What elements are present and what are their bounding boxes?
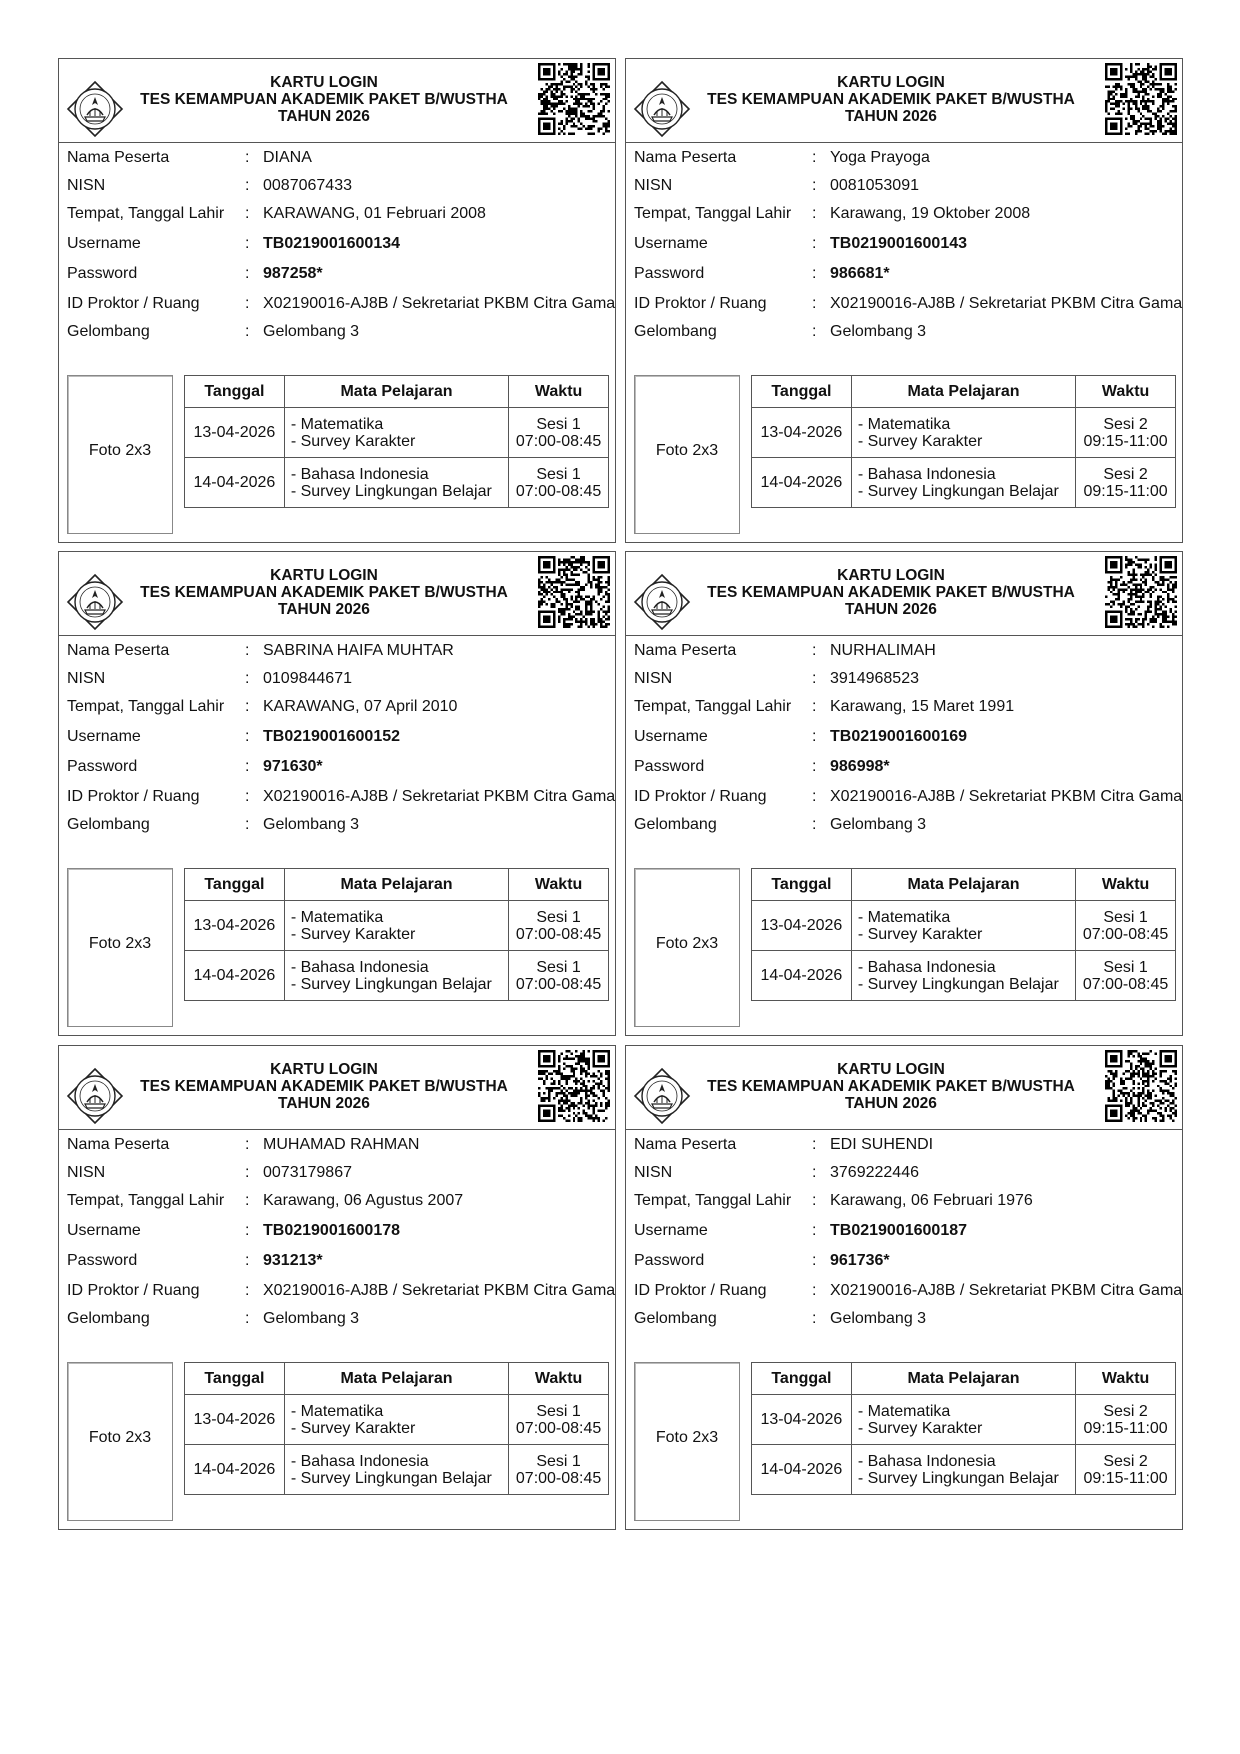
value-ttl: Karawang, 15 Maret 1991 — [830, 698, 1015, 715]
card-title — [696, 567, 1086, 618]
label-username: Username — [634, 728, 708, 745]
row-username: Username : TB0219001600178 — [67, 1216, 615, 1246]
schedule-date: 13-04-2026 — [185, 408, 285, 458]
exam-schedule-table — [184, 375, 609, 508]
col-waktu: Waktu — [1076, 376, 1176, 408]
label-password: Password — [67, 265, 138, 282]
row-password: Password : 987258* — [67, 259, 615, 289]
value-gelombang: Gelombang 3 — [830, 816, 927, 833]
photo-label: Foto 2x3 — [88, 1429, 152, 1446]
schedule-time: Sesi 2 09:15-11:00 — [1076, 408, 1176, 458]
label-nisn: NISN — [67, 670, 106, 687]
card-title — [129, 1061, 519, 1112]
login-card-3 — [58, 551, 616, 1036]
schedule-date: 13-04-2026 — [752, 901, 852, 951]
schedule-date: 14-04-2026 — [185, 1445, 285, 1495]
label-password: Password — [67, 758, 138, 775]
schedule-row — [752, 1445, 1176, 1495]
value-nisn: 0087067433 — [263, 177, 352, 194]
col-tanggal: Tanggal — [752, 869, 852, 901]
title-line-2: TES KEMAMPUAN AKADEMIK PAKET B/WUSTHA — [140, 584, 508, 601]
title-line-3: TAHUN 2026 — [278, 108, 370, 125]
value-username: TB0219001600187 — [830, 1222, 968, 1239]
value-nisn: 0109844671 — [263, 670, 352, 687]
photo-label: Foto 2x3 — [655, 442, 719, 459]
label-ttl: Tempat, Tanggal Lahir — [67, 205, 225, 222]
label-gelombang: Gelombang — [634, 816, 717, 833]
title-line-1: KARTU LOGIN — [270, 1061, 378, 1078]
row-password: Password : 986998* — [634, 752, 1182, 782]
schedule-time: Sesi 1 07:00-08:45 — [509, 901, 609, 951]
login-card-6 — [625, 1045, 1183, 1530]
row-password: Password : 971630* — [67, 752, 615, 782]
card-header — [626, 1046, 1182, 1130]
row-nisn: NISN : 0073179867 — [67, 1158, 615, 1188]
row-gelombang: Gelombang : Gelombang 3 — [634, 1304, 1182, 1334]
label-password: Password — [67, 1252, 138, 1269]
value-username: TB0219001600178 — [263, 1222, 401, 1239]
photo-label: Foto 2x3 — [655, 935, 719, 952]
photo-placeholder — [67, 375, 173, 534]
row-proktor: ID Proktor / Ruang : X02190016-AJ8B / Sekretariat PKBM Citra Gama — [67, 289, 615, 319]
photo-label: Foto 2x3 — [655, 1429, 719, 1446]
photo-placeholder — [634, 375, 740, 534]
label-gelombang: Gelombang — [67, 1310, 150, 1327]
value-ttl: KARAWANG, 07 April 2010 — [263, 698, 458, 715]
qr-code-icon — [538, 555, 610, 629]
value-username: TB0219001600152 — [263, 728, 401, 745]
qr-code-icon — [1105, 555, 1177, 629]
login-card-2 — [625, 58, 1183, 543]
schedule-date: 14-04-2026 — [752, 458, 852, 508]
row-nama: Nama Peserta : NURHALIMAH — [634, 636, 1182, 666]
row-ttl: Tempat, Tanggal Lahir : Karawang, 19 Oktober 2008 — [634, 199, 1182, 229]
row-nama: Nama Peserta : MUHAMAD RAHMAN — [67, 1130, 615, 1160]
card-title — [129, 567, 519, 618]
row-username: Username : TB0219001600134 — [67, 229, 615, 259]
col-waktu: Waktu — [1076, 1363, 1176, 1395]
schedule-header-row — [752, 869, 1176, 901]
value-gelombang: Gelombang 3 — [263, 323, 360, 340]
label-password: Password — [634, 758, 705, 775]
schedule-date: 13-04-2026 — [752, 1395, 852, 1445]
row-nama: Nama Peserta : Yoga Prayoga — [634, 143, 1182, 173]
label-ttl: Tempat, Tanggal Lahir — [634, 698, 792, 715]
col-waktu: Waktu — [509, 376, 609, 408]
title-line-3: TAHUN 2026 — [845, 1095, 937, 1112]
schedule-row — [185, 951, 609, 1001]
schedule-row — [185, 458, 609, 508]
schedule-time: Sesi 1 07:00-08:45 — [509, 951, 609, 1001]
col-mata-pelajaran: Mata Pelajaran — [851, 1363, 1075, 1395]
schedule-row — [752, 408, 1176, 458]
row-gelombang: Gelombang : Gelombang 3 — [67, 810, 615, 840]
col-mata-pelajaran: Mata Pelajaran — [284, 869, 508, 901]
label-nama: Nama Peserta — [634, 1136, 737, 1153]
label-username: Username — [67, 728, 141, 745]
label-gelombang: Gelombang — [67, 323, 150, 340]
row-nisn: NISN : 0109844671 — [67, 664, 615, 694]
title-line-3: TAHUN 2026 — [845, 601, 937, 618]
title-line-1: KARTU LOGIN — [837, 74, 945, 91]
schedule-subject: - Bahasa Indonesia - Survey Lingkungan Belajar — [284, 951, 508, 1001]
row-username: Username : TB0219001600143 — [634, 229, 1182, 259]
col-mata-pelajaran: Mata Pelajaran — [284, 1363, 508, 1395]
schedule-time: Sesi 1 07:00-08:45 — [1076, 951, 1176, 1001]
value-nama: DIANA — [263, 149, 312, 166]
value-gelombang: Gelombang 3 — [263, 816, 360, 833]
exam-schedule-table — [751, 375, 1176, 508]
col-tanggal: Tanggal — [185, 1363, 285, 1395]
value-username: TB0219001600143 — [830, 235, 968, 252]
value-nama: Yoga Prayoga — [830, 149, 930, 166]
value-password: 986681* — [830, 265, 890, 282]
row-password: Password : 931213* — [67, 1246, 615, 1276]
row-ttl: Tempat, Tanggal Lahir : KARAWANG, 01 Februari 2008 — [67, 199, 615, 229]
row-username: Username : TB0219001600187 — [634, 1216, 1182, 1246]
schedule-date: 13-04-2026 — [185, 901, 285, 951]
label-username: Username — [634, 1222, 708, 1239]
value-nama: EDI SUHENDI — [830, 1136, 934, 1153]
schedule-subject: - Matematika - Survey Karakter — [851, 408, 1075, 458]
card-header — [626, 552, 1182, 636]
value-proktor: X02190016-AJ8B / Sekretariat PKBM Citra Gama — [830, 1282, 1183, 1299]
label-nama: Nama Peserta — [67, 149, 170, 166]
photo-placeholder — [67, 1362, 173, 1521]
tut-wuri-handayani-logo-icon — [65, 1066, 125, 1126]
tut-wuri-handayani-logo-icon — [632, 79, 692, 139]
qr-code-icon — [1105, 62, 1177, 136]
label-nisn: NISN — [67, 177, 106, 194]
label-nisn: NISN — [634, 177, 673, 194]
value-username: TB0219001600169 — [830, 728, 968, 745]
value-password: 961736* — [830, 1252, 890, 1269]
label-nama: Nama Peserta — [67, 642, 170, 659]
value-gelombang: Gelombang 3 — [830, 323, 927, 340]
schedule-subject: - Matematika - Survey Karakter — [284, 408, 508, 458]
col-mata-pelajaran: Mata Pelajaran — [284, 376, 508, 408]
row-ttl: Tempat, Tanggal Lahir : Karawang, 06 Februari 1976 — [634, 1186, 1182, 1216]
label-proktor: ID Proktor / Ruang — [634, 1282, 767, 1299]
col-waktu: Waktu — [1076, 869, 1176, 901]
label-proktor: ID Proktor / Ruang — [634, 295, 767, 312]
schedule-subject: - Bahasa Indonesia - Survey Lingkungan Belajar — [851, 458, 1075, 508]
title-line-2: TES KEMAMPUAN AKADEMIK PAKET B/WUSTHA — [140, 1078, 508, 1095]
schedule-row — [185, 1395, 609, 1445]
title-line-1: KARTU LOGIN — [837, 567, 945, 584]
value-ttl: KARAWANG, 01 Februari 2008 — [263, 205, 486, 222]
card-header — [59, 552, 615, 636]
row-nisn: NISN : 0081053091 — [634, 171, 1182, 201]
row-nisn: NISN : 0087067433 — [67, 171, 615, 201]
col-tanggal: Tanggal — [752, 1363, 852, 1395]
row-proktor: ID Proktor / Ruang : X02190016-AJ8B / Sekretariat PKBM Citra Gama — [634, 782, 1182, 812]
schedule-row — [752, 1395, 1176, 1445]
value-gelombang: Gelombang 3 — [830, 1310, 927, 1327]
label-username: Username — [67, 235, 141, 252]
col-waktu: Waktu — [509, 1363, 609, 1395]
value-password: 971630* — [263, 758, 323, 775]
schedule-subject: - Bahasa Indonesia - Survey Lingkungan Belajar — [851, 951, 1075, 1001]
login-card-4 — [625, 551, 1183, 1036]
schedule-header-row — [752, 1363, 1176, 1395]
value-password: 986998* — [830, 758, 890, 775]
schedule-row — [752, 951, 1176, 1001]
photo-label: Foto 2x3 — [88, 935, 152, 952]
card-title — [696, 1061, 1086, 1112]
schedule-date: 13-04-2026 — [752, 408, 852, 458]
row-gelombang: Gelombang : Gelombang 3 — [67, 317, 615, 347]
label-ttl: Tempat, Tanggal Lahir — [67, 698, 225, 715]
schedule-time: Sesi 1 07:00-08:45 — [509, 1445, 609, 1495]
tut-wuri-handayani-logo-icon — [632, 1066, 692, 1126]
schedule-header-row — [752, 376, 1176, 408]
row-password: Password : 986681* — [634, 259, 1182, 289]
label-nama: Nama Peserta — [67, 1136, 170, 1153]
value-proktor: X02190016-AJ8B / Sekretariat PKBM Citra Gama — [263, 1282, 616, 1299]
exam-schedule-table — [751, 868, 1176, 1001]
title-line-1: KARTU LOGIN — [837, 1061, 945, 1078]
schedule-date: 14-04-2026 — [185, 951, 285, 1001]
tut-wuri-handayani-logo-icon — [632, 572, 692, 632]
col-tanggal: Tanggal — [185, 869, 285, 901]
qr-code-icon — [538, 1049, 610, 1123]
row-ttl: Tempat, Tanggal Lahir : Karawang, 06 Agustus 2007 — [67, 1186, 615, 1216]
row-ttl: Tempat, Tanggal Lahir : Karawang, 15 Maret 1991 — [634, 692, 1182, 722]
title-line-3: TAHUN 2026 — [278, 1095, 370, 1112]
schedule-header-row — [185, 869, 609, 901]
label-proktor: ID Proktor / Ruang — [67, 1282, 200, 1299]
title-line-1: KARTU LOGIN — [270, 74, 378, 91]
schedule-subject: - Matematika - Survey Karakter — [851, 1395, 1075, 1445]
label-ttl: Tempat, Tanggal Lahir — [634, 205, 792, 222]
col-tanggal: Tanggal — [752, 376, 852, 408]
col-mata-pelajaran: Mata Pelajaran — [851, 376, 1075, 408]
value-password: 931213* — [263, 1252, 323, 1269]
label-gelombang: Gelombang — [67, 816, 150, 833]
label-gelombang: Gelombang — [634, 323, 717, 340]
tut-wuri-handayani-logo-icon — [65, 572, 125, 632]
col-mata-pelajaran: Mata Pelajaran — [851, 869, 1075, 901]
schedule-date: 14-04-2026 — [752, 951, 852, 1001]
row-gelombang: Gelombang : Gelombang 3 — [67, 1304, 615, 1334]
value-proktor: X02190016-AJ8B / Sekretariat PKBM Citra Gama — [830, 788, 1183, 805]
value-password: 987258* — [263, 265, 323, 282]
row-nisn: NISN : 3769222446 — [634, 1158, 1182, 1188]
label-nama: Nama Peserta — [634, 642, 737, 659]
schedule-row — [752, 458, 1176, 508]
title-line-2: TES KEMAMPUAN AKADEMIK PAKET B/WUSTHA — [140, 91, 508, 108]
label-gelombang: Gelombang — [634, 1310, 717, 1327]
schedule-row — [185, 408, 609, 458]
qr-code-icon — [1105, 1049, 1177, 1123]
value-ttl: Karawang, 06 Februari 1976 — [830, 1192, 1033, 1209]
value-username: TB0219001600134 — [263, 235, 401, 252]
card-header — [626, 59, 1182, 143]
schedule-subject: - Matematika - Survey Karakter — [284, 1395, 508, 1445]
value-proktor: X02190016-AJ8B / Sekretariat PKBM Citra Gama — [263, 788, 616, 805]
row-proktor: ID Proktor / Ruang : X02190016-AJ8B / Sekretariat PKBM Citra Gama — [67, 782, 615, 812]
value-nisn: 0073179867 — [263, 1164, 352, 1181]
photo-placeholder — [634, 868, 740, 1027]
row-nama: Nama Peserta : EDI SUHENDI — [634, 1130, 1182, 1160]
title-line-2: TES KEMAMPUAN AKADEMIK PAKET B/WUSTHA — [707, 584, 1075, 601]
label-username: Username — [634, 235, 708, 252]
col-waktu: Waktu — [509, 869, 609, 901]
value-ttl: Karawang, 06 Agustus 2007 — [263, 1192, 464, 1209]
label-nisn: NISN — [67, 1164, 106, 1181]
label-username: Username — [67, 1222, 141, 1239]
schedule-subject: - Matematika - Survey Karakter — [851, 901, 1075, 951]
value-gelombang: Gelombang 3 — [263, 1310, 360, 1327]
photo-placeholder — [634, 1362, 740, 1521]
value-nama: MUHAMAD RAHMAN — [263, 1136, 420, 1153]
schedule-subject: - Bahasa Indonesia - Survey Lingkungan Belajar — [284, 1445, 508, 1495]
label-nisn: NISN — [634, 670, 673, 687]
photo-label: Foto 2x3 — [88, 442, 152, 459]
card-title — [129, 74, 519, 125]
title-line-2: TES KEMAMPUAN AKADEMIK PAKET B/WUSTHA — [707, 1078, 1075, 1095]
schedule-time: Sesi 1 07:00-08:45 — [509, 458, 609, 508]
login-card-5 — [58, 1045, 616, 1530]
row-nama: Nama Peserta : SABRINA HAIFA MUHTAR — [67, 636, 615, 666]
title-line-3: TAHUN 2026 — [278, 601, 370, 618]
label-proktor: ID Proktor / Ruang — [634, 788, 767, 805]
row-proktor: ID Proktor / Ruang : X02190016-AJ8B / Sekretariat PKBM Citra Gama — [67, 1276, 615, 1306]
row-ttl: Tempat, Tanggal Lahir : KARAWANG, 07 April 2010 — [67, 692, 615, 722]
title-line-3: TAHUN 2026 — [845, 108, 937, 125]
schedule-time: Sesi 2 09:15-11:00 — [1076, 1445, 1176, 1495]
card-header — [59, 59, 615, 143]
label-proktor: ID Proktor / Ruang — [67, 788, 200, 805]
schedule-date: 14-04-2026 — [185, 458, 285, 508]
row-gelombang: Gelombang : Gelombang 3 — [634, 317, 1182, 347]
exam-schedule-table — [184, 1362, 609, 1495]
schedule-time: Sesi 2 09:15-11:00 — [1076, 458, 1176, 508]
schedule-row — [185, 1445, 609, 1495]
schedule-time: Sesi 1 07:00-08:45 — [1076, 901, 1176, 951]
label-password: Password — [634, 1252, 705, 1269]
schedule-subject: - Bahasa Indonesia - Survey Lingkungan Belajar — [284, 458, 508, 508]
schedule-time: Sesi 1 07:00-08:45 — [509, 1395, 609, 1445]
card-header — [59, 1046, 615, 1130]
label-nisn: NISN — [634, 1164, 673, 1181]
value-nisn: 3914968523 — [830, 670, 919, 687]
exam-schedule-table — [751, 1362, 1176, 1495]
title-line-2: TES KEMAMPUAN AKADEMIK PAKET B/WUSTHA — [707, 91, 1075, 108]
row-username: Username : TB0219001600152 — [67, 722, 615, 752]
login-card-1 — [58, 58, 616, 543]
schedule-time: Sesi 2 09:15-11:00 — [1076, 1395, 1176, 1445]
row-gelombang: Gelombang : Gelombang 3 — [634, 810, 1182, 840]
label-nama: Nama Peserta — [634, 149, 737, 166]
photo-placeholder — [67, 868, 173, 1027]
qr-code-icon — [538, 62, 610, 136]
value-proktor: X02190016-AJ8B / Sekretariat PKBM Citra Gama — [263, 295, 616, 312]
card-title — [696, 74, 1086, 125]
row-password: Password : 961736* — [634, 1246, 1182, 1276]
schedule-date: 14-04-2026 — [752, 1445, 852, 1495]
schedule-header-row — [185, 376, 609, 408]
schedule-subject: - Bahasa Indonesia - Survey Lingkungan Belajar — [851, 1445, 1075, 1495]
col-tanggal: Tanggal — [185, 376, 285, 408]
label-password: Password — [634, 265, 705, 282]
schedule-time: Sesi 1 07:00-08:45 — [509, 408, 609, 458]
value-nama: SABRINA HAIFA MUHTAR — [263, 642, 454, 659]
tut-wuri-handayani-logo-icon — [65, 79, 125, 139]
label-proktor: ID Proktor / Ruang — [67, 295, 200, 312]
exam-schedule-table — [184, 868, 609, 1001]
row-nama: Nama Peserta : DIANA — [67, 143, 615, 173]
value-nama: NURHALIMAH — [830, 642, 936, 659]
label-ttl: Tempat, Tanggal Lahir — [67, 1192, 225, 1209]
schedule-header-row — [185, 1363, 609, 1395]
title-line-1: KARTU LOGIN — [270, 567, 378, 584]
schedule-date: 13-04-2026 — [185, 1395, 285, 1445]
schedule-row — [185, 901, 609, 951]
value-ttl: Karawang, 19 Oktober 2008 — [830, 205, 1031, 222]
value-nisn: 3769222446 — [830, 1164, 919, 1181]
row-proktor: ID Proktor / Ruang : X02190016-AJ8B / Sekretariat PKBM Citra Gama — [634, 1276, 1182, 1306]
row-nisn: NISN : 3914968523 — [634, 664, 1182, 694]
value-nisn: 0081053091 — [830, 177, 919, 194]
row-username: Username : TB0219001600169 — [634, 722, 1182, 752]
label-ttl: Tempat, Tanggal Lahir — [634, 1192, 792, 1209]
value-proktor: X02190016-AJ8B / Sekretariat PKBM Citra Gama — [830, 295, 1183, 312]
schedule-subject: - Matematika - Survey Karakter — [284, 901, 508, 951]
row-proktor: ID Proktor / Ruang : X02190016-AJ8B / Sekretariat PKBM Citra Gama — [634, 289, 1182, 319]
schedule-row — [752, 901, 1176, 951]
